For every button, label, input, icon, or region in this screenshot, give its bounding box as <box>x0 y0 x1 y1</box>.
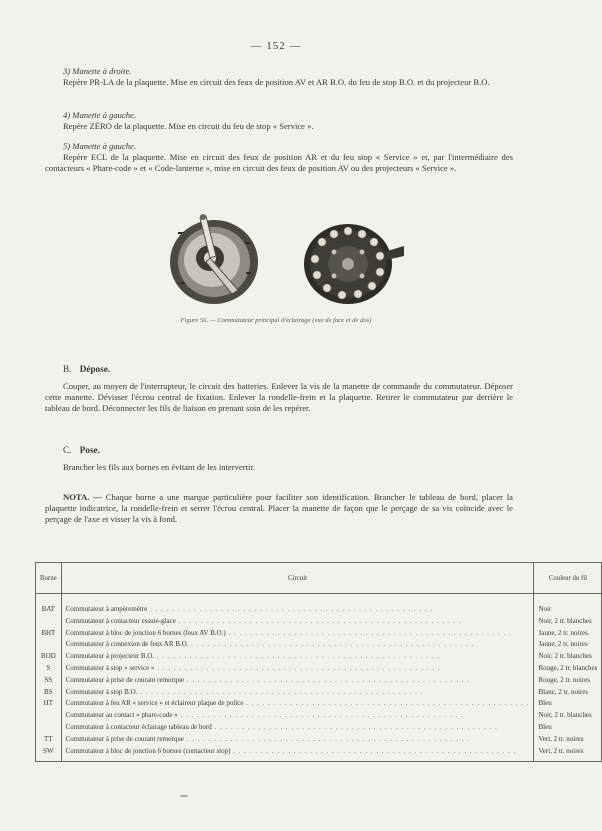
leader-dots: . . . . . . . . . . . . . . . . . . . . . . . . . . . . . . . . . . . . . . . . . . . . . . . . . . . . <box>211 722 498 731</box>
page-number: — 152 — <box>250 40 302 52</box>
leader-dots: . . . . . . . . . . . . . . . . . . . . . . . . . . . . . . . . . . . . . . . . . . . . . . . . . . . . <box>175 616 462 625</box>
table-cell-circuit <box>66 722 530 734</box>
table-cell-couleur: Noir, 2 tr. blanches <box>538 616 592 625</box>
paragraph-body: Repère PR-LA de la plaquette. Mise en circuit des feux de position AV et AR B.O. du feu de stop B.O. et du projecteur B.O. <box>63 77 490 88</box>
pose-text: Brancher les fils aux bornes en évitant de les intervertir. <box>63 462 255 472</box>
table-cell-borne: BAT <box>41 605 55 613</box>
table-cell-couleur: Jaune, 2 tr. noires <box>538 640 588 649</box>
table-cell-borne: HT <box>43 699 53 708</box>
borne-column <box>36 594 62 762</box>
table-cell-borne: BS <box>44 687 53 696</box>
circuit-text: Commutateur à prise de courant remorque <box>65 734 184 743</box>
section-heading-pose <box>63 445 100 455</box>
nota-text: Chaque borne a une marque particulière pour faciliter son identification. Brancher le tableau de bord, placer la plaquette indicatrice, la rondelle-frein et serrer l'écrou central. Placer la manette de façon que le perçage de sa vis coïncide avec le perçage de l'axe et visser la vis à fond. <box>45 492 513 525</box>
table-cell-couleur: Rouge, 2 tr. noires <box>538 675 591 684</box>
table-cell-couleur: Noir <box>538 605 552 613</box>
paragraph-manette-gauche-ecl <box>45 141 513 175</box>
section-letter: C. <box>63 445 72 455</box>
circuit-text: Commutateur au contact « phare-code » <box>65 711 178 720</box>
nota-label: NOTA. — <box>63 492 102 502</box>
leader-dots: . . . . . . . . . . . . . . . . . . . . . . . . . . . . . . . . . . . . . . . . . . . . . . . . . . . . <box>154 663 441 672</box>
table-cell-circuit <box>66 639 530 651</box>
leader-dots: . . . . . . . . . . . . . . . . . . . . . . . . . . . . . . . . . . . . . . . . . . . . . . . . . . . . <box>184 734 470 743</box>
table-cell-couleur: Blanc, 2 tr. noires <box>538 687 589 696</box>
section-heading-depose <box>63 364 110 374</box>
figure-caption: Figure 56. — Commutateur principal d'éclairage (vue de face et de dos) <box>180 317 372 324</box>
leader-dots: . . . . . . . . . . . . . . . . . . . . . . . . . . . . . . . . . . . . . . . . . . . . . . . . . . . . <box>230 746 517 755</box>
table-cell-borne: BOD <box>40 652 56 661</box>
paragraph-heading: 4) Manette à gauche. <box>63 110 137 120</box>
table-cell-circuit <box>66 734 530 746</box>
table-cell-circuit <box>66 710 530 722</box>
circuit-text: Commutateur à projecteur B.O. <box>65 652 155 661</box>
paragraph-manette-gauche-zero <box>45 110 513 132</box>
table-body <box>36 594 602 762</box>
wiring-table <box>35 562 602 762</box>
table-cell-circuit <box>66 698 530 710</box>
circuit-text: Commutateur à stop B.O. <box>65 687 138 696</box>
table-cell-couleur: Bleu <box>538 699 552 708</box>
circuit-text: Commutateur à bloc de jonction 6 bornes (contacteur stop) <box>65 746 231 755</box>
leader-dots: . . . . . . . . . . . . . . . . . . . . . . . . . . . . . . . . . . . . . . . . . . . . . . . . . . . . <box>177 711 464 720</box>
table-cell-circuit <box>66 687 530 699</box>
couleur-column <box>534 594 602 762</box>
header-borne: Borne <box>36 563 62 594</box>
paragraph-body: Repère ZÉRO de la plaquette. Mise en circuit du feu de stop « Service ». <box>63 121 314 132</box>
leader-dots: . . . . . . . . . . . . . . . . . . . . . . . . . . . . . . . . . . . . . . . . . . . . . . . . . . . . <box>154 652 441 661</box>
section-title: Dépose. <box>79 364 111 374</box>
table-cell-couleur: Vert, 2 tr. noires <box>538 734 584 743</box>
section-letter: B. <box>63 364 72 374</box>
table-cell-borne <box>40 639 57 651</box>
section-title: Pose. <box>79 445 100 455</box>
depose-text: Couper, au moyen de l'interrupteur, le circuit des batteries. Enlever la vis de la manette de commande du commutateur. Déposer cette manette. Dévisser l'écrou central de fixation. Enlever la rondelle-frein et la plaquette. Retirer le commutateur par derrière le tableau de bord. Déconnecter les fils de liaison en prenant soin de les repérer. <box>45 381 513 414</box>
table-cell-circuit <box>66 663 530 675</box>
table-cell-circuit <box>66 746 530 758</box>
leader-dots: . . . . . . . . . . . . . . . . . . . . . . . . . . . . . . . . . . . . . . . . . . . . . . . . . . . . <box>137 687 424 696</box>
table-cell-couleur: Bleu <box>538 722 552 731</box>
table-cell-circuit <box>66 651 530 663</box>
switch-front-photo <box>160 212 272 306</box>
circuit-text: Commutateur à contacteur éclairage tableau de bord <box>65 722 212 731</box>
paragraph-body: Repère ECL de la plaquette. Mise en circuit des feux de position AR et du feu stop « Service » et, par l'intermédiaire des contacteurs « Phare-code » et « Code-lanterne », mise en circuit des feux de position AV ou des projecteurs « Service ». <box>45 152 513 174</box>
circuit-text: Commutateur à ampèremètre <box>65 605 148 613</box>
circuit-text: Commutateur à contacteur essuie-glace <box>65 616 176 625</box>
table-header-row <box>36 563 602 594</box>
paragraph-manette-droite <box>45 66 513 88</box>
table-cell-borne <box>40 710 57 722</box>
page-mark <box>180 795 188 797</box>
leader-dots: . . . . . . . . . . . . . . . . . . . . . . . . . . . . . . . . . . . . . . . . . . . . . . . . . . . . <box>243 699 530 708</box>
leader-dots: . . . . . . . . . . . . . . . . . . . . . . . . . . . . . . . . . . . . . . . . . . . . . . . . . . . . <box>184 675 470 684</box>
table-cell-borne: SW <box>43 746 54 755</box>
leader-dots: . . . . . . . . . . . . . . . . . . . . . . . . . . . . . . . . . . . . . . . . . . . . . . . . . . . . <box>225 628 512 637</box>
header-couleur: Couleur du fil <box>534 563 602 594</box>
circuit-text: Commutateur à stop « service » <box>65 663 155 672</box>
circuit-text: Commutateur à bloc de jonction 6 bornes (feux AV B.O.) <box>65 628 226 637</box>
circuit-text: Commutateur à feu AR « service » et éclaireur plaque de police <box>65 699 244 708</box>
table-cell-borne <box>40 616 57 628</box>
table-cell-borne: S <box>46 663 51 672</box>
circuit-text: Commutateur à connexion de feux AR B.O. <box>65 640 189 649</box>
nota-paragraph <box>45 492 513 526</box>
table-cell-couleur: Noir, 2 tr. blanches <box>538 711 592 720</box>
paragraph-heading: 5) Manette à gauche. <box>63 141 137 151</box>
paragraph-heading: 3) Manette à droite. <box>63 66 132 76</box>
table-cell-couleur: Jaune, 2 tr. noires. <box>538 628 590 637</box>
circuit-column <box>61 594 534 762</box>
table-cell-borne: BHT <box>41 628 56 637</box>
table-cell-circuit <box>66 604 530 616</box>
table-cell-couleur: Noir, 2 tr. blanches <box>538 652 592 661</box>
table-cell-borne: SS <box>44 675 53 684</box>
table-cell-circuit <box>66 628 530 640</box>
leader-dots: . . . . . . . . . . . . . . . . . . . . . . . . . . . . . . . . . . . . . . . . . . . . . . . . . . . . <box>188 640 475 649</box>
leader-dots: . . . . . . . . . . . . . . . . . . . . . . . . . . . . . . . . . . . . . . . . . . . . . . . . . . . . <box>147 605 434 613</box>
circuit-text: Commutateur à prise de courant remorque <box>65 675 184 684</box>
table-cell-borne: TT <box>44 734 53 743</box>
switch-back-photo <box>294 212 406 306</box>
header-circuit: Circuit <box>61 563 534 594</box>
table-cell-couleur: Rouge, 2 tr. blanches <box>538 663 598 672</box>
table-cell-circuit <box>66 616 530 628</box>
table-cell-couleur: Vert, 2 tr. noires <box>538 746 584 755</box>
table-cell-circuit <box>66 675 530 687</box>
table-cell-borne <box>40 722 57 734</box>
